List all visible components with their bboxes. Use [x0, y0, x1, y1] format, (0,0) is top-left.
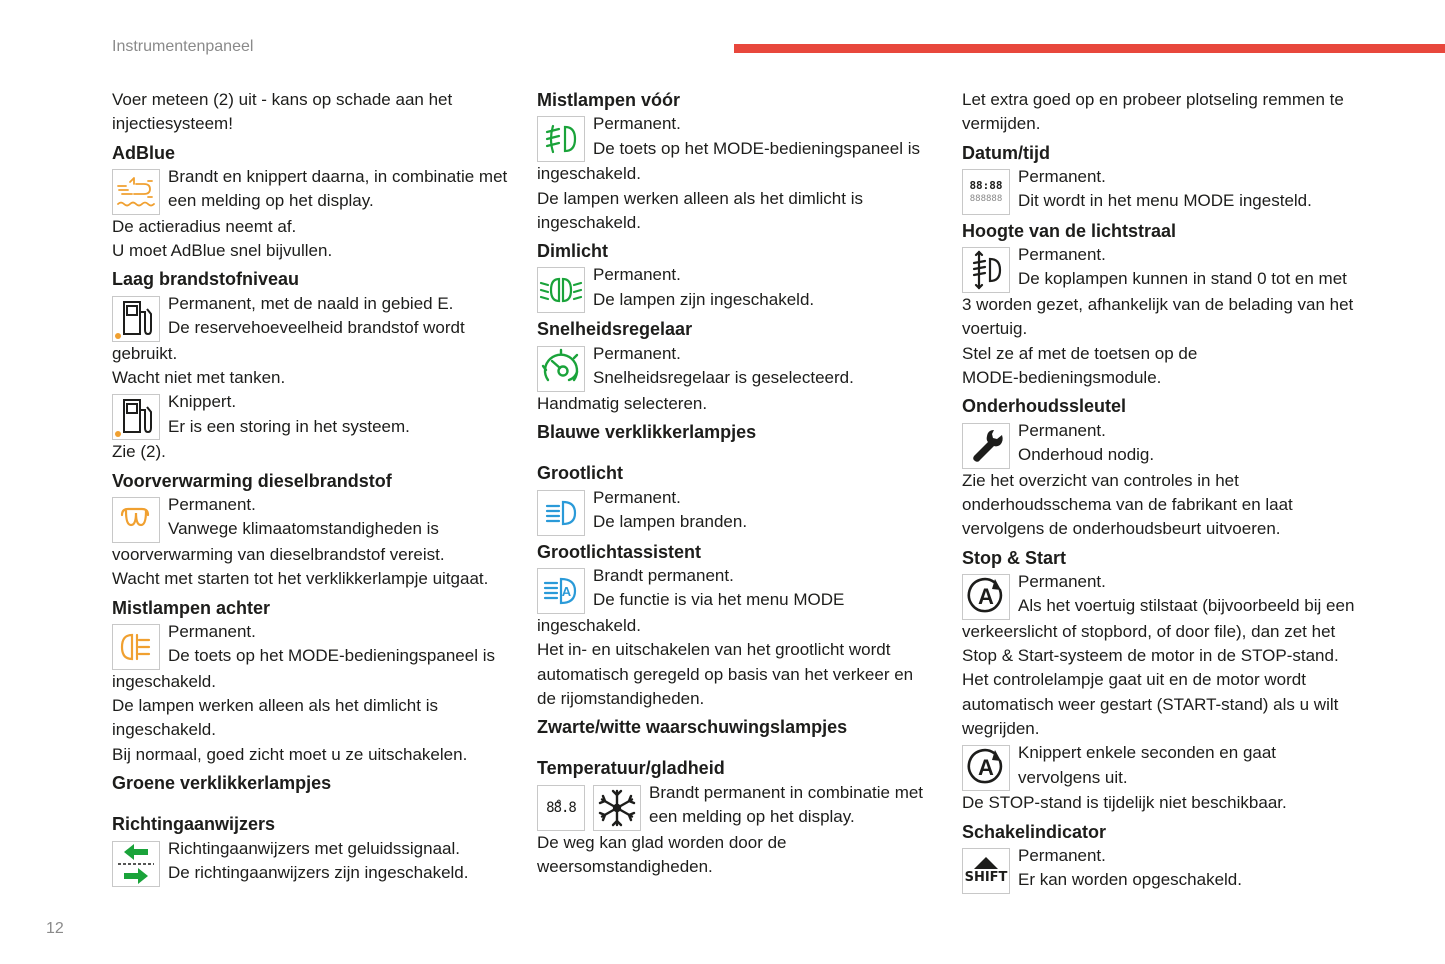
cruise-control-icon: [537, 346, 585, 392]
column-middle: [537, 88, 942, 879]
text-line: Snelheidsregelaar is geselecteerd.: [593, 368, 854, 388]
text-line: Permanent.: [1018, 166, 1106, 186]
text-line: De reservehoeveelheid brandstof wordt: [168, 318, 465, 338]
text-line: De lampen werken alleen als het dimlicht is: [112, 696, 438, 716]
text-line: MODE-bedieningsmodule.: [962, 368, 1162, 388]
column-right: [962, 88, 1362, 894]
text-line: Er kan worden opgeschakeld.: [1018, 870, 1242, 890]
high-beam-assist-icon: [537, 568, 585, 614]
text-line: gebruikt.: [112, 343, 178, 363]
section-title-front-fog: Mistlampen vóór: [537, 90, 681, 110]
clock-display-date: 888888: [969, 193, 1003, 204]
text-line: injectiesysteem!: [112, 114, 233, 134]
text-line: ingeschakeld.: [537, 212, 641, 232]
text-line: voertuig.: [962, 319, 1028, 339]
text-line: Permanent.: [593, 343, 681, 363]
text-line: Permanent.: [1018, 571, 1106, 591]
section-title-headlamp-level: Hoogte van de lichtstraal: [962, 220, 1177, 241]
text-line: vervolgens de onderhoudsbeurt uitvoeren.: [962, 519, 1281, 539]
text-line: onderhoudsschema van de fabrikant en laat: [962, 494, 1293, 514]
header-accent-bar: [734, 44, 1445, 53]
text-line: een melding op het display.: [168, 191, 374, 211]
section-title-stop-start: Stop & Start: [962, 547, 1067, 568]
text-line: Richtingaanwijzers met geluidssignaal.: [168, 838, 460, 858]
text-line: De koplampen kunnen in stand 0 tot en met: [1018, 269, 1347, 289]
text-line: Permanent.: [1018, 845, 1106, 865]
text-line: Permanent.: [1018, 420, 1106, 440]
text-line: Wacht niet met tanken.: [112, 368, 286, 388]
section-title-glow: Voorverwarming dieselbrandstof: [112, 470, 392, 491]
section-title-high-beam: Grootlicht: [537, 463, 623, 484]
clock-display-icon: [962, 169, 1010, 215]
shift-label: SHIFT: [964, 869, 1008, 885]
temperature-display-icon: [537, 785, 585, 831]
snowflake-icon: [593, 785, 641, 831]
section-title-indicators: Richtingaanwijzers: [112, 814, 276, 835]
section-title-temperature: Temperatuur/gladheid: [537, 758, 725, 779]
section-title-cruise: Snelheidsregelaar: [537, 319, 693, 340]
section-heading-blue: Blauwe verklikkerlampjes: [537, 422, 757, 443]
section-title-shift: Schakelindicator: [962, 821, 1107, 842]
text-line: Stel ze af met de toetsen op de: [962, 343, 1198, 363]
text-line: Permanent.: [593, 265, 681, 285]
high-beam-icon: [537, 490, 585, 536]
turn-signal-icon: [112, 841, 160, 887]
fuel-pump-icon: [112, 296, 160, 342]
text-line: wegrijden.: [962, 719, 1040, 739]
text-line: automatisch geregeld op basis van het verkeer en: [537, 664, 914, 684]
text-line: Zie het overzicht van controles in het: [962, 470, 1239, 490]
text-line: ingeschakeld.: [537, 164, 641, 184]
text-line: Brandt en knippert daarna, in combinatie met: [168, 166, 508, 186]
text-line: Zie (2).: [112, 442, 166, 462]
text-line: Let extra goed op en probeer plotseling remmen te: [962, 90, 1344, 109]
text-line: De lampen branden.: [593, 511, 748, 531]
text-line: Permanent.: [1018, 245, 1106, 265]
stop-start-icon: [962, 574, 1010, 620]
text-line: voorverwarming van dieselbrandstof vereist.: [112, 544, 445, 564]
text-line: Permanent, met de naald in gebied E.: [168, 293, 454, 313]
dipped-beam-icon: [537, 267, 585, 313]
text-line: De lampen zijn ingeschakeld.: [593, 289, 815, 309]
text-line: Dit wordt in het menu MODE ingesteld.: [1018, 191, 1312, 211]
text-line: De weg kan glad worden door de: [537, 832, 787, 852]
text-line: De functie is via het menu MODE: [593, 590, 845, 610]
stop-start-letter: A: [978, 583, 994, 609]
text-line: Stop & Start-systeem de motor in de STOP-stand.: [962, 646, 1339, 666]
text-line: Permanent.: [593, 487, 681, 507]
text-line: Onderhoud nodig.: [1018, 444, 1155, 464]
text-line: Brandt permanent.: [593, 565, 734, 585]
text-line: Knippert enkele seconden en gaat: [1018, 743, 1277, 763]
text-line: 3 worden gezet, afhankelijk van de belading van het: [962, 295, 1354, 315]
running-header-title: Instrumentenpaneel: [112, 38, 254, 55]
section-title-high-beam-assist: Grootlichtassistent: [537, 541, 702, 562]
text-line: een melding op het display.: [649, 807, 855, 827]
section-title-fuel: Laag brandstofniveau: [112, 269, 300, 290]
section-title-dipped: Dimlicht: [537, 241, 609, 262]
page-number: 12: [46, 920, 64, 937]
text-line: Het in- en uitschakelen van het grootlicht wordt: [537, 640, 891, 660]
shift-up-icon: [962, 848, 1010, 894]
text-line: U moet AdBlue snel bijvullen.: [112, 241, 333, 261]
text-line: verkeerslicht of stopbord, of door file), dan zet het: [962, 621, 1336, 641]
text-line: ingeschakeld.: [112, 720, 216, 740]
text-line: Er is een storing in het systeem.: [168, 416, 410, 436]
text-line: Brandt permanent in combinatie met: [649, 782, 924, 802]
clock-display-time: 88:88: [969, 178, 1003, 192]
text-line: De richtingaanwijzers zijn ingeschakeld.: [168, 862, 469, 882]
section-title-rear-fog: Mistlampen achter: [112, 597, 271, 618]
text-line: de rijomstandigheden.: [537, 688, 705, 708]
text-line: Handmatig selecteren.: [537, 393, 708, 413]
text-line: ingeschakeld.: [112, 671, 216, 691]
fuel-pump-icon: [112, 394, 160, 440]
text-line: Bij normaal, goed zicht moet u ze uitschakelen.: [112, 744, 468, 764]
text-line: Het controlelampje gaat uit en de motor wordt: [962, 670, 1306, 690]
text-line: Knippert.: [168, 392, 237, 412]
section-title-adblue: AdBlue: [112, 142, 175, 163]
section-title-service: Onderhoudssleutel: [962, 396, 1127, 417]
section-title-datetime: Datum/tijd: [962, 142, 1050, 163]
text-line: vervolgens uit.: [1018, 767, 1128, 787]
text-line: De toets op het MODE-bedieningspaneel is: [168, 646, 495, 666]
text-line: weersomstandigheden.: [537, 857, 713, 877]
text-line: Wacht met starten tot het verklikkerlampje uitgaat.: [112, 569, 489, 589]
stop-start-icon: [962, 745, 1010, 791]
text-line: Voer meteen (2) uit - kans op schade aan het: [112, 90, 453, 109]
wrench-icon: [962, 423, 1010, 469]
text-line: Vanwege klimaatomstandigheden is: [168, 519, 439, 539]
text-line: Permanent.: [168, 494, 256, 514]
column-left: [112, 88, 517, 887]
rear-fog-icon: [112, 624, 160, 670]
headlamp-level-icon: [962, 247, 1010, 293]
section-heading-green: Groene verklikkerlampjes: [112, 773, 332, 794]
text-line: ingeschakeld.: [537, 615, 641, 635]
text-line: Als het voertuig stilstaat (bijvoorbeeld bij een: [1018, 596, 1355, 616]
glow-plug-icon: [112, 497, 160, 543]
text-line: De lampen werken alleen als het dimlicht is: [537, 188, 863, 208]
text-line: De STOP-stand is tijdelijk niet beschikbaar.: [962, 793, 1287, 813]
text-line: De toets op het MODE-bedieningspaneel is: [593, 138, 920, 158]
front-fog-icon: [537, 116, 585, 162]
adblue-icon: [112, 169, 160, 215]
temperature-display-text: 8̊8.8: [546, 799, 576, 816]
section-heading-black-white: Zwarte/witte waarschuwingslampjes: [537, 717, 848, 738]
stop-start-letter: A: [978, 755, 994, 781]
text-line: De actieradius neemt af.: [112, 216, 297, 236]
text-line: automatisch weer gestart (START-stand) als u wilt: [962, 694, 1339, 714]
text-line: vermijden.: [962, 114, 1041, 134]
svg-text:A: A: [561, 583, 572, 599]
text-line: Permanent.: [593, 114, 681, 134]
text-line: Permanent.: [168, 621, 256, 641]
